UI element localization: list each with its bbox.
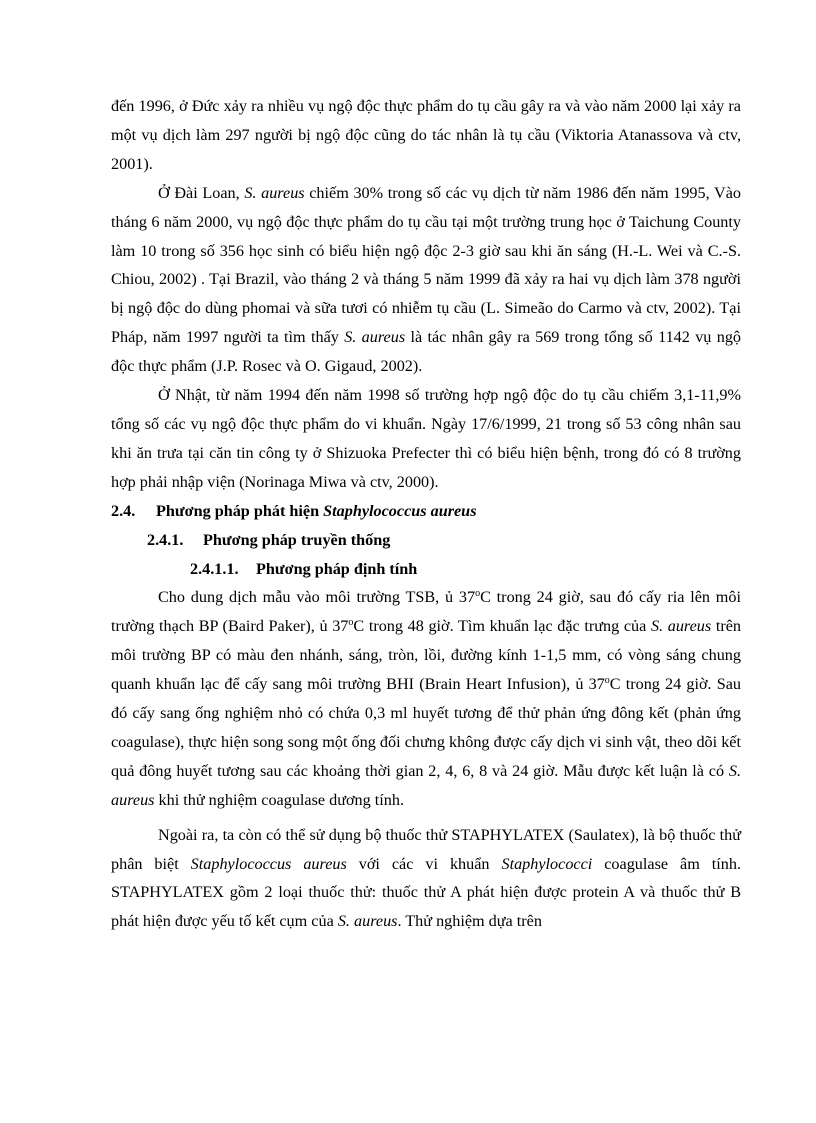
- text-run: Ở Đài Loan,: [158, 183, 245, 202]
- heading-italic: Staphylococcus aureus: [323, 501, 477, 520]
- text-run: trên môi trường BP có màu đen nhánh, sáng, tròn, lồi, đường kính 1-1,5 mm, có vòng sáng chung quanh khuẩn lạc để cấy sang môi trường BHI (Brain Heart Infusion), ủ 37: [111, 617, 742, 694]
- heading-2-4-1: [111, 526, 741, 555]
- species-name: S. aureus: [344, 328, 406, 347]
- paragraph-staphylatex: [111, 821, 741, 937]
- text-run: C trong 24 giờ, sau đó cấy ria lên môi trường thạch BP (Baird Paker), ủ 37: [111, 588, 741, 636]
- text-run: C trong 24 giờ. Sau đó cấy sang ống nghiệm nhỏ có chứa 0,3 ml huyết tương để thử phản ứng đông kết (phản ứng coagulase), thực hiện song song một ống đối chưng không được cấy dịch vi sinh vật, theo dõi kết quả đông huyết tương sau các khoảng thời gian 2, 4, 6, 8 và 24 giờ. Mẫu được kết luận là có: [111, 675, 742, 780]
- degree-sup: o: [475, 588, 481, 600]
- species-name: S. aureus: [244, 183, 305, 202]
- heading-2-4-1-1: [111, 555, 741, 584]
- text-run: là tác nhân gây ra 569 trong tổng số 1142 vụ ngộ độc thực phẩm (J.P. Rosec và O. Gigaud, 2002).: [111, 328, 742, 376]
- species-name: S. aureus: [337, 912, 398, 931]
- degree-sup: o: [348, 617, 354, 629]
- text-run: C trong 48 giờ. Tìm khuẩn lạc đặc trưng của: [353, 617, 651, 636]
- species-name: S. aureus: [111, 761, 741, 809]
- species-name: S. aureus: [650, 617, 712, 636]
- text-run: đến 1996, ở Đức xảy ra nhiều vụ ngộ độc thực phẩm do tụ cầu gây ra và vào năm 2000 lại xảy ra một vụ dịch làm 297 người bị ngộ độc cũng do tác nhân là tụ cầu (Viktoria Atanassova và ctv, 2001).: [111, 97, 741, 173]
- species-name: Staphylococcus aureus: [190, 854, 347, 873]
- species-name: Staphylococci: [501, 854, 593, 873]
- heading-text: Phương pháp phát hiện: [156, 501, 324, 520]
- heading-text: Phương pháp truyền thống: [203, 530, 391, 549]
- text-run: Ở Nhật, từ năm 1994 đến năm 1998 số trường hợp ngộ độc do tụ cầu chiếm 3,1-11,9% tổng số các vụ ngộ độc thực phẩm do vi khuẩn. Ngày 17/6/1999, 21 trong số 53 công nhân sau khi ăn trưa tại căn tin công ty ở Shizuoka Prefecter thì có biểu hiện bệnh, trong đó có 8 trường hợp phải nhập viện (Norinaga Miwa và ctv, 2000).: [111, 386, 741, 491]
- text-run: với các vi khuẩn: [346, 854, 502, 873]
- heading-number: 2.4.: [111, 501, 136, 520]
- text-run: khi thử nghiệm coagulase dương tính.: [154, 790, 405, 809]
- paragraph-qualitative-method: [111, 583, 741, 814]
- heading-text: Phương pháp định tính: [256, 559, 418, 578]
- heading-number: 2.4.1.1.: [190, 559, 239, 578]
- heading-2-4: [111, 497, 741, 526]
- text-run: Cho dung dịch mẫu vào môi trường TSB, ủ 37: [158, 588, 476, 607]
- text-run: coagulase âm tính. STAPHYLATEX gồm 2 loại thuốc thử: thuốc thử A phát hiện được protein A và thuốc thử B phát hiện được yếu tố kết cụm của: [111, 854, 741, 931]
- text-run: . Thử nghiệm dựa trên: [397, 912, 542, 931]
- paragraph-japan: [111, 381, 741, 497]
- text-run: chiếm 30% trong số các vụ dịch từ năm 1986 đến năm 1995, Vào tháng 6 năm 2000, vụ ngộ độc thực phẩm do tụ cầu tại một trường trung học ở Taichung County làm 10 trong số 356 học sinh có biểu hiện ngộ độc 2-3 giờ sau khi ăn sáng (H.-L. Wei và C.-S. Chiou, 2002) . Tại Brazil, vào tháng 2 và tháng 5 năm 1999 đã xảy ra hai vụ dịch làm 378 người bị ngộ độc do dùng phomai và sữa tươi có nhiễm tụ cầu (L. Simeão do Carmo và ctv, 2002). Tại Pháp, năm 1997 người ta tìm thấy: [111, 183, 741, 347]
- text-run: Ngoài ra, ta còn có thể sử dụng bộ thuốc thử STAPHYLATEX (Saulatex), là bộ thuốc thử phân biệt: [111, 825, 741, 873]
- paragraph-germany: [111, 92, 741, 179]
- document-page: [111, 92, 741, 936]
- degree-sup: o: [604, 675, 610, 687]
- paragraph-taiwan-brazil-france: [111, 179, 741, 381]
- heading-number: 2.4.1.: [147, 530, 184, 549]
